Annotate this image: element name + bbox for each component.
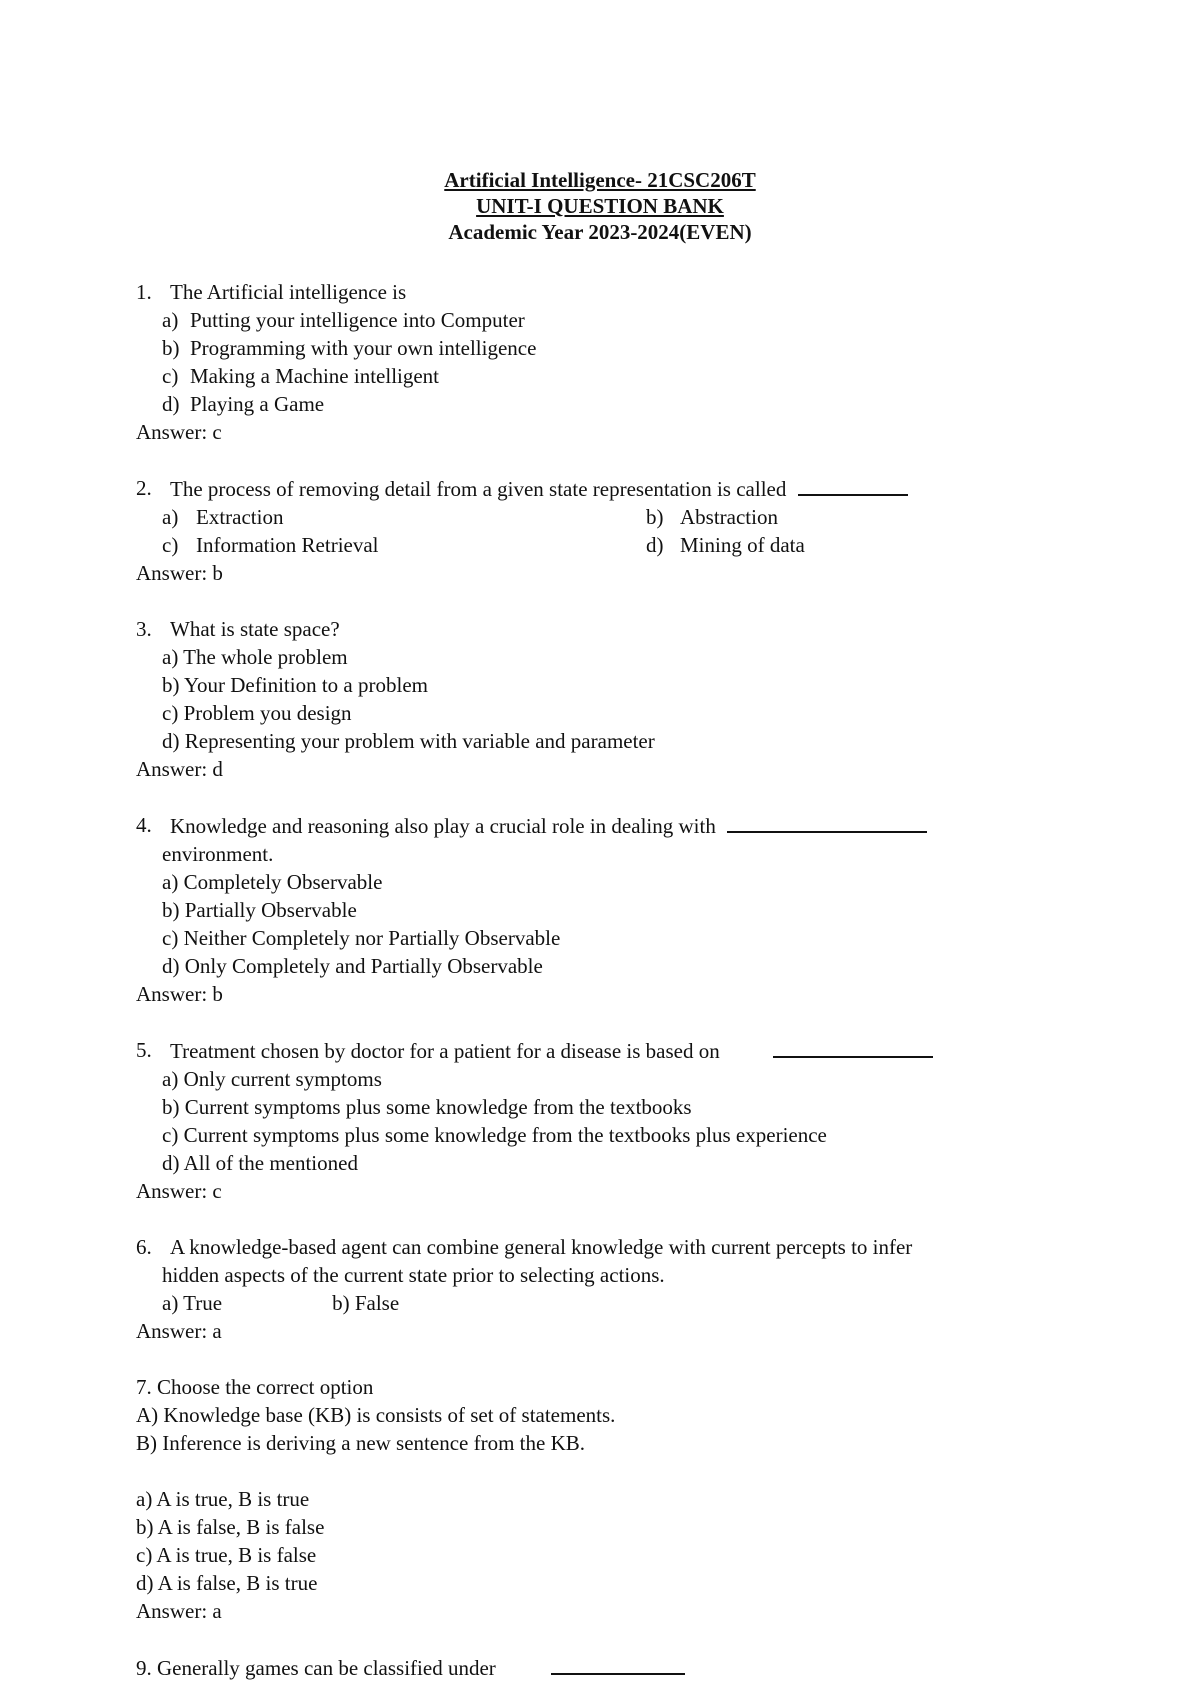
option: d) A is false, B is true (136, 1571, 318, 1595)
academic-year: Academic Year 2023-2024(EVEN) (448, 220, 752, 244)
questions-list (136, 278, 1076, 1682)
question-number: 1. (136, 280, 152, 304)
option: a) The whole problem (162, 645, 348, 669)
question-text: 7. Choose the correct option (136, 1375, 374, 1399)
question-number: 4. (136, 813, 152, 837)
question-number: 5. (136, 1038, 152, 1062)
option: d) Representing your problem with variable and parameter (162, 729, 655, 753)
question-text: 9. Generally games can be classified under (136, 1656, 496, 1680)
option: b) Partially Observable (162, 898, 357, 922)
option: a) A is true, B is true (136, 1487, 310, 1511)
statement: A) Knowledge base (KB) is consists of set of statements. (136, 1403, 616, 1427)
question-number: 6. (136, 1235, 152, 1259)
answer: Answer: b (136, 982, 223, 1006)
answer-blank (798, 474, 908, 496)
question-text: Treatment chosen by doctor for a patient for a disease is based on (170, 1039, 720, 1063)
option: b) A is false, B is false (136, 1515, 325, 1539)
option: c) Current symptoms plus some knowledge from the textbooks plus experience (162, 1123, 827, 1147)
option: a) Extraction (162, 505, 284, 529)
option: d) Mining of data (646, 533, 805, 557)
answer: Answer: a (136, 1319, 222, 1343)
question-9 (136, 1653, 1076, 1682)
question-6 (136, 1233, 1076, 1345)
question-text-continued: environment. (162, 842, 274, 866)
question-number: 2. (136, 476, 152, 500)
answer: Answer: b (136, 561, 223, 585)
question-text: What is state space? (170, 617, 340, 641)
option: c) Making a Machine intelligent (162, 364, 440, 388)
question-text: A knowledge-based agent can combine general knowledge with current percepts to infer (170, 1235, 913, 1259)
question-text: The Artificial intelligence is (170, 280, 407, 304)
document-header (0, 167, 1200, 245)
answer: Answer: d (136, 757, 223, 781)
question-text: The process of removing detail from a given state representation is called (170, 477, 787, 501)
option: b) Programming with your own intelligence (162, 336, 537, 360)
answer-blank (727, 811, 927, 833)
question-4 (136, 811, 1076, 1008)
option: d) Playing a Game (162, 392, 325, 416)
statement: B) Inference is deriving a new sentence from the KB. (136, 1431, 585, 1455)
option: a) True (162, 1291, 223, 1315)
option: c) Problem you design (162, 701, 352, 725)
question-number: 3. (136, 617, 152, 641)
option: a) Completely Observable (162, 870, 383, 894)
question-bank-title: UNIT-I QUESTION BANK (476, 194, 724, 218)
answer: Answer: a (136, 1599, 222, 1623)
option: b) Current symptoms plus some knowledge from the textbooks (162, 1095, 692, 1119)
option: b) False (332, 1291, 400, 1315)
question-text-continued: hidden aspects of the current state prior to selecting actions. (162, 1263, 665, 1287)
option: d) All of the mentioned (162, 1151, 358, 1175)
answer: Answer: c (136, 1179, 222, 1203)
question-1 (136, 278, 1076, 446)
question-text: Knowledge and reasoning also play a crucial role in dealing with (170, 814, 716, 838)
course-title: Artificial Intelligence- 21CSC206T (444, 168, 756, 192)
question-3 (136, 615, 1076, 783)
option: c) Information Retrieval (162, 533, 379, 557)
question-5 (136, 1036, 1076, 1205)
option: d) Only Completely and Partially Observable (162, 954, 543, 978)
answer-blank (551, 1653, 685, 1675)
question-2 (136, 474, 1076, 587)
option: b) Your Definition to a problem (162, 673, 428, 697)
answer-blank (773, 1036, 933, 1058)
option: c) A is true, B is false (136, 1543, 317, 1567)
option: b) Abstraction (646, 505, 778, 529)
answer: Answer: c (136, 420, 222, 444)
option: c) Neither Completely nor Partially Observable (162, 926, 561, 950)
option: a) Only current symptoms (162, 1067, 382, 1091)
question-7 (136, 1373, 1076, 1625)
option: a) Putting your intelligence into Computer (162, 308, 525, 332)
